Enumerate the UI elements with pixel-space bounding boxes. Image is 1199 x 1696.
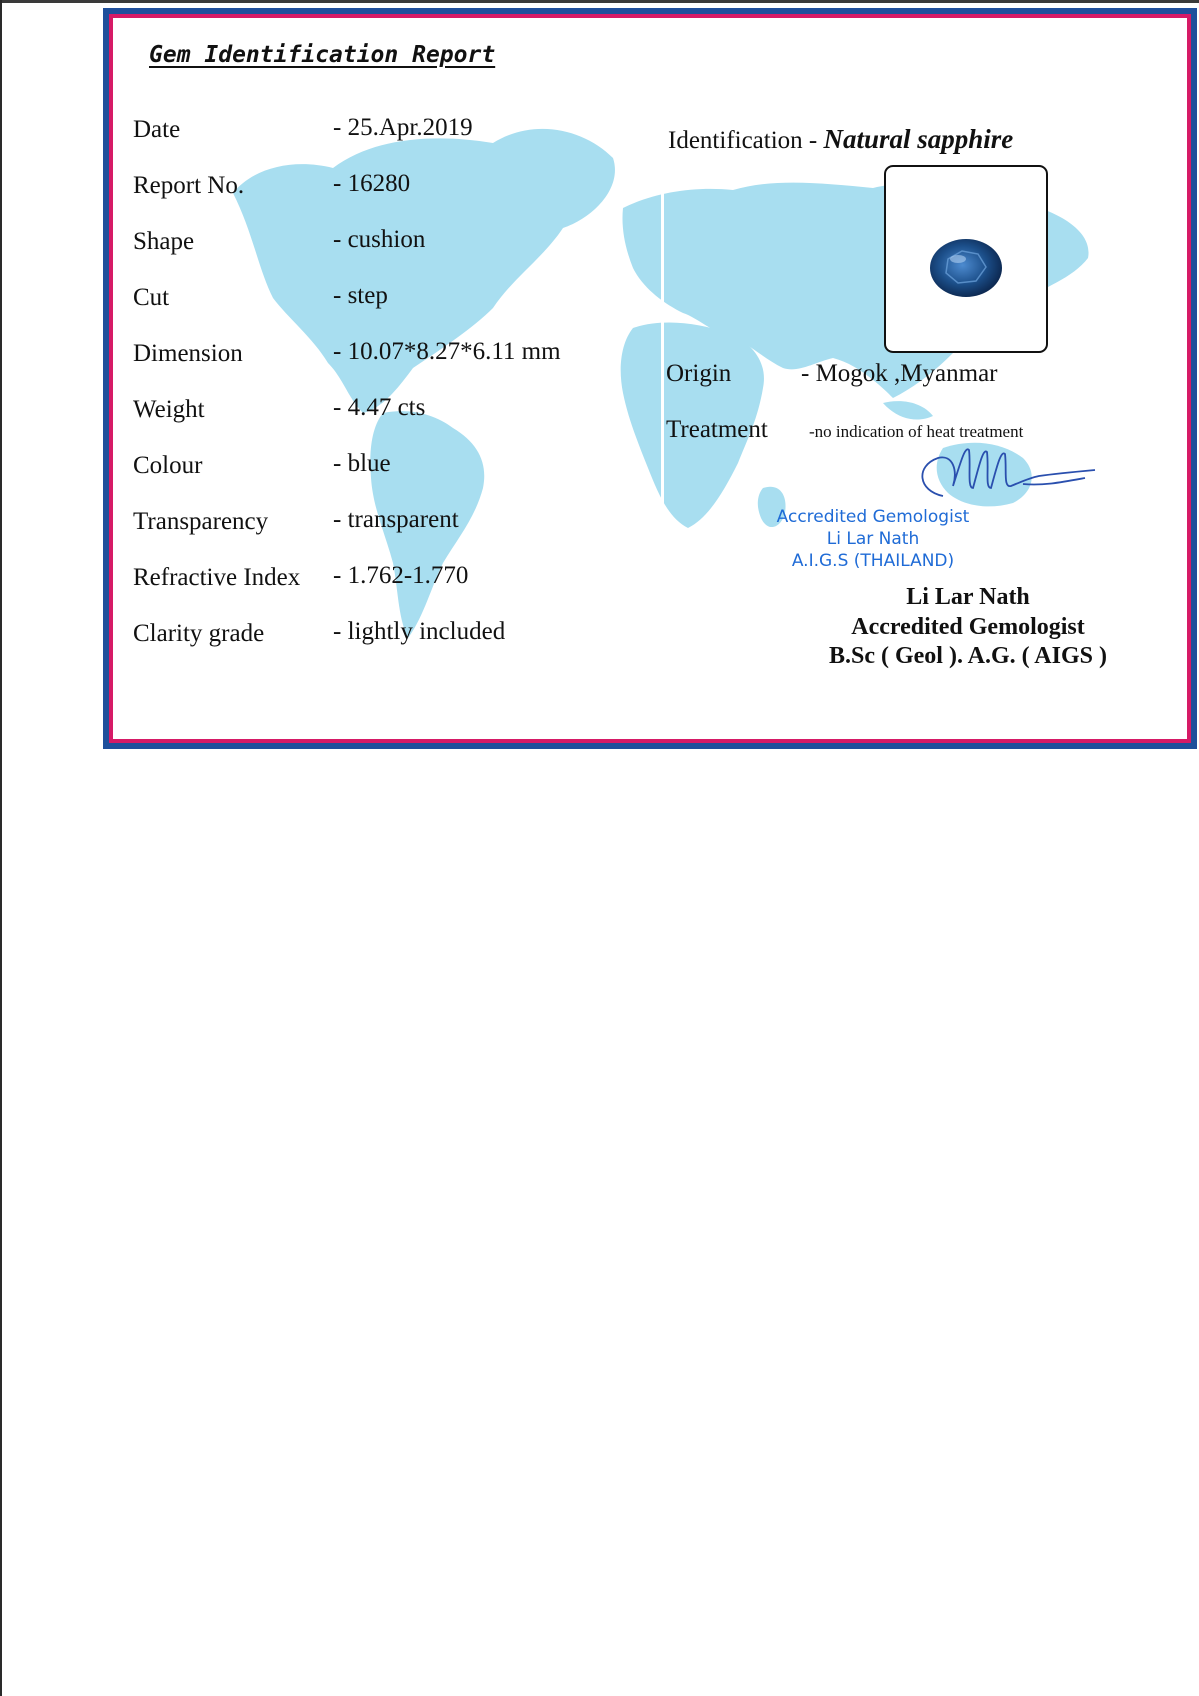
gemologist-name: Li Lar Nath bbox=[906, 584, 1030, 610]
fold-line bbox=[661, 18, 664, 739]
field-label: Transparency bbox=[133, 508, 269, 535]
report-card bbox=[103, 8, 1197, 749]
field-cut bbox=[133, 284, 653, 318]
field-label: Shape bbox=[133, 228, 195, 255]
card-body bbox=[113, 18, 1187, 739]
field-value: - cushion bbox=[333, 226, 425, 254]
field-label: Colour bbox=[133, 452, 203, 479]
field-value: - 16280 bbox=[333, 170, 410, 198]
stamp-line-3: A.I.G.S (THAILAND) bbox=[791, 551, 955, 571]
field-label: Date bbox=[133, 116, 181, 143]
field-value: - 1.762-1.770 bbox=[333, 562, 468, 590]
origin-value: - Mogok ,Myanmar bbox=[801, 360, 998, 387]
field-colour bbox=[133, 452, 653, 486]
field-label: Clarity grade bbox=[133, 620, 265, 647]
treatment-label: Treatment bbox=[666, 416, 768, 443]
scan-top-edge bbox=[0, 0, 1199, 3]
field-label: Cut bbox=[133, 284, 170, 311]
field-value: - blue bbox=[333, 450, 391, 478]
field-shape bbox=[133, 228, 653, 262]
field-value: - 25.Apr.2019 bbox=[333, 114, 473, 142]
stamp-line-2: Li Lar Nath bbox=[826, 529, 920, 549]
field-label: Weight bbox=[133, 396, 205, 423]
gem-photo-frame bbox=[884, 165, 1048, 353]
stamp-line-1: Accredited Gemologist bbox=[776, 507, 970, 527]
sapphire-gem-icon bbox=[928, 237, 1004, 299]
field-label: Report No. bbox=[133, 172, 245, 199]
card-pink-border bbox=[109, 14, 1191, 743]
field-date bbox=[133, 116, 653, 150]
origin-label: Origin bbox=[666, 360, 732, 387]
field-refractive-index bbox=[133, 564, 653, 598]
field-value: - lightly included bbox=[333, 618, 505, 646]
report-title: Gem Identification Report bbox=[149, 42, 496, 68]
identification-label: Identification - bbox=[668, 127, 818, 154]
field-label: Refractive Index bbox=[133, 564, 301, 591]
handwritten-signature bbox=[903, 436, 1103, 521]
identification-value: Natural sapphire bbox=[823, 124, 1014, 154]
field-value: - transparent bbox=[333, 506, 459, 534]
gemologist-degree: B.Sc ( Geol ). A.G. ( AIGS ) bbox=[828, 643, 1107, 669]
field-value: - 10.07*8.27*6.11 mm bbox=[333, 338, 561, 366]
field-weight bbox=[133, 396, 653, 430]
identification bbox=[668, 124, 1013, 155]
field-transparency bbox=[133, 508, 653, 542]
scan-left-edge bbox=[0, 0, 2, 1696]
field-dimension bbox=[133, 340, 653, 374]
field-value: - step bbox=[333, 282, 388, 310]
treatment-value: -no indication of heat treatment bbox=[809, 422, 1024, 441]
gemologist-role: Accredited Gemologist bbox=[851, 614, 1085, 640]
field-clarity-grade bbox=[133, 620, 653, 654]
field-report-no bbox=[133, 172, 653, 206]
field-label: Dimension bbox=[133, 340, 243, 367]
field-value: - 4.47 cts bbox=[333, 394, 425, 422]
